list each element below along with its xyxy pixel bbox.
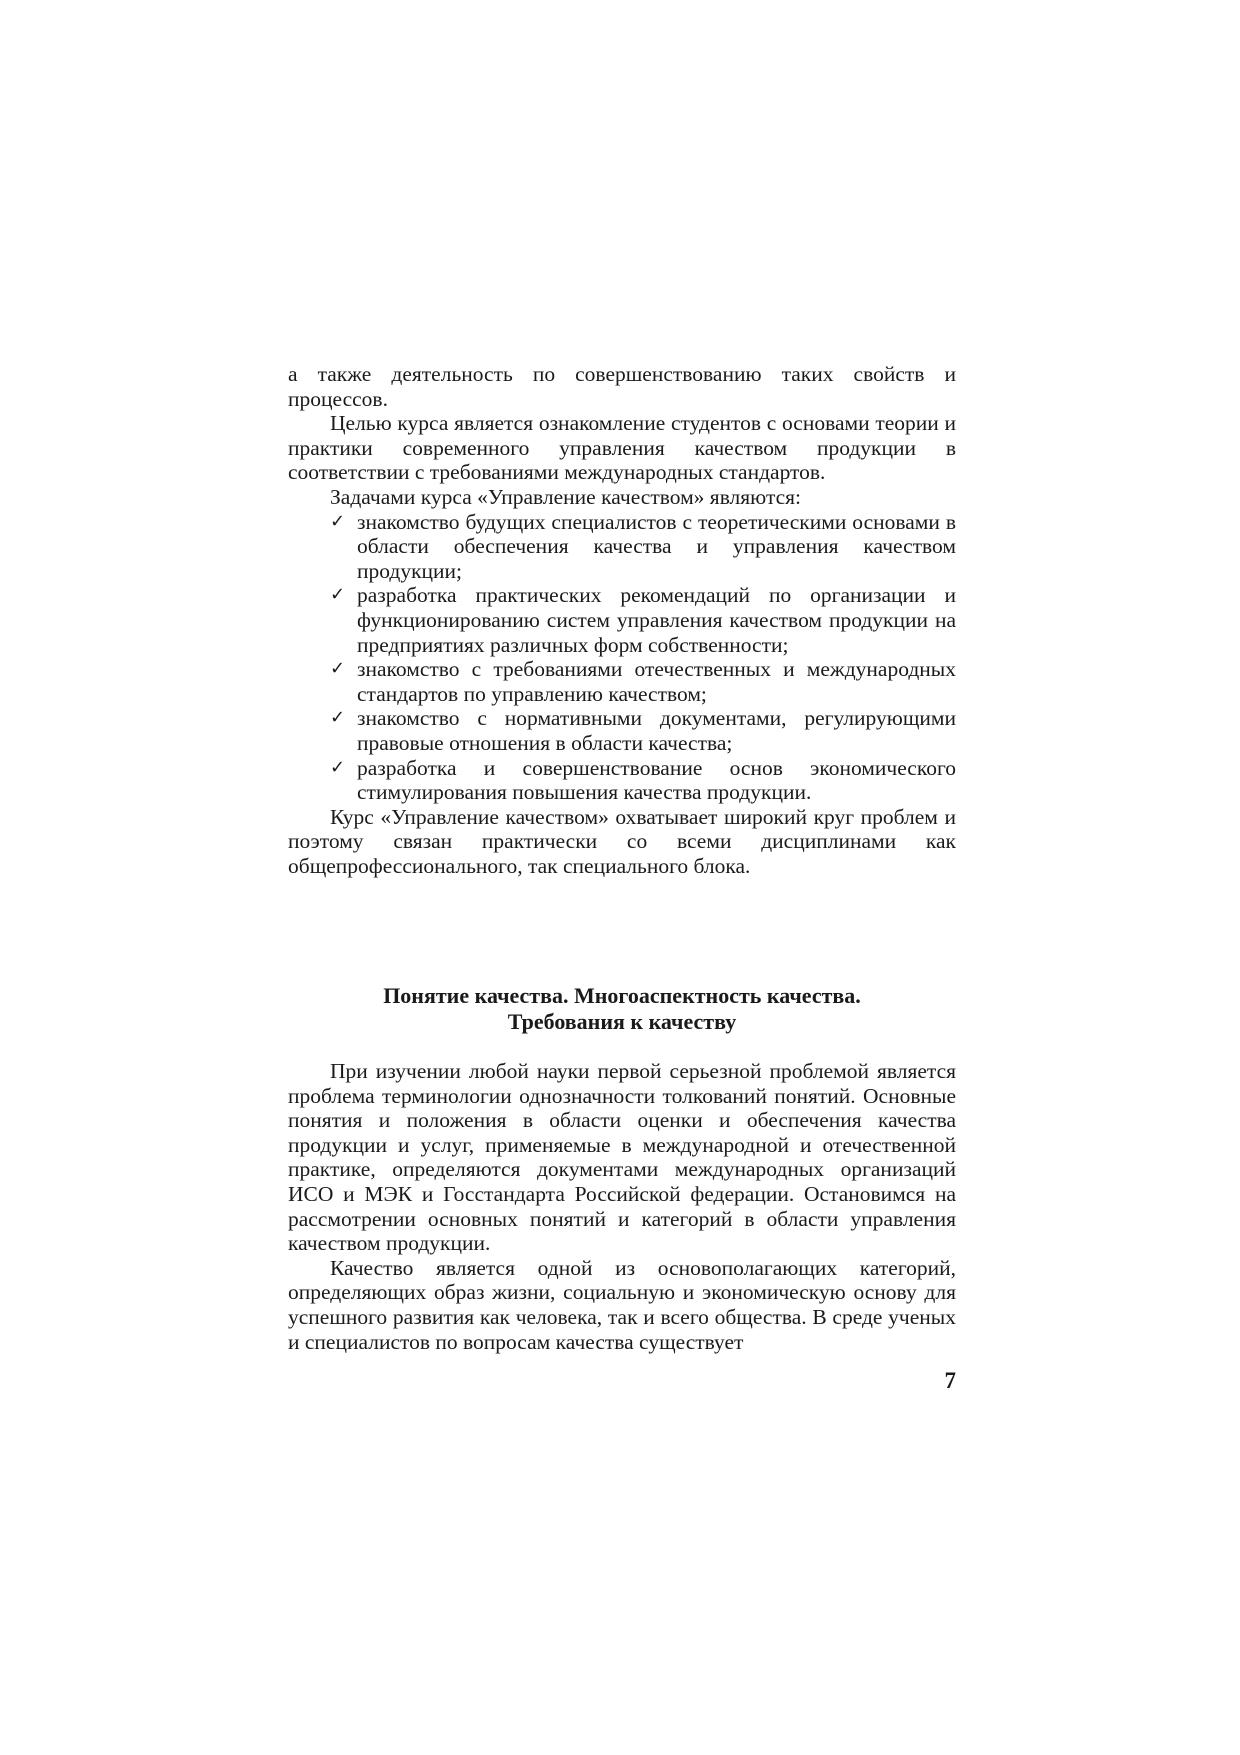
list-item-text: разработка практических рекомендаций по организации и функционированию систем управления качеством продукции на предприятиях различных форм собственности;	[357, 583, 956, 657]
list-item	[330, 583, 956, 657]
list-item-text: знакомство с требованиями отечественных и международных стандартов по управлению качеством;	[357, 657, 956, 706]
course-tasks-list	[288, 510, 956, 805]
list-item	[330, 657, 956, 706]
checkmark-icon: ✓	[330, 658, 346, 680]
course-tasks-lead: Задачами курса «Управление качеством» являются:	[330, 484, 802, 509]
checkmark-icon: ✓	[330, 584, 346, 606]
section-heading	[288, 983, 956, 1034]
intro-text-block	[288, 362, 956, 878]
checkmark-icon: ✓	[330, 707, 346, 729]
list-item	[330, 510, 956, 584]
list-item-text: знакомство с нормативными документами, регулирующими правовые отношения в области качества;	[357, 706, 956, 755]
section-paragraph-2: Качество является одной из основополагающих категорий, определяющих образ жизни, социальную и экономическую основу для успешного развития как человека, так и всего общества. В среде ученых и специалистов по вопросам качества существует	[288, 1255, 956, 1354]
section-paragraph-1: При изучении любой науки первой серьезной проблемой является проблема терминологии однозначности толкований понятий. Основные понятия и положения в области оценки и обеспечения качества продукции и услуг, применяемые в международной и отечественной практике, определяются документами международных организаций ИСО и МЭК и Госстандарта Российской федерации. Остановимся на рассмотрении основных понятий и категорий в области управления качеством продукции.	[288, 1059, 956, 1256]
course-scope-paragraph: Курс «Управление качеством» охватывает широкий круг проблем и поэтому связан практически со всеми дисциплинами как общепрофессионального, так специального блока.	[288, 804, 956, 878]
list-item-text: разработка и совершенствование основ экономического стимулирования повышения качества продукции.	[357, 755, 956, 805]
list-item	[330, 756, 956, 805]
section-heading-line-2: Требования к качеству	[507, 1008, 737, 1034]
section-body	[288, 1059, 956, 1354]
course-goal-paragraph: Целью курса является ознакомление студентов с основами теории и практики современного управления качеством продукции в соответствии с требованиями международных стандартов.	[288, 411, 956, 485]
checkmark-icon: ✓	[330, 756, 346, 778]
page-number: 7	[944, 1368, 956, 1393]
list-item-text: знакомство будущих специалистов с теоретическими основами в области обеспечения качества и управления качеством продукции;	[357, 509, 956, 583]
list-item	[330, 706, 956, 755]
section-heading-line-1: Понятие качества. Многоаспектность качества.	[383, 983, 861, 1008]
checkmark-icon: ✓	[330, 510, 346, 532]
intro-continuation-paragraph: а также деятельность по совершенствованию таких свойств и процессов.	[288, 362, 956, 411]
